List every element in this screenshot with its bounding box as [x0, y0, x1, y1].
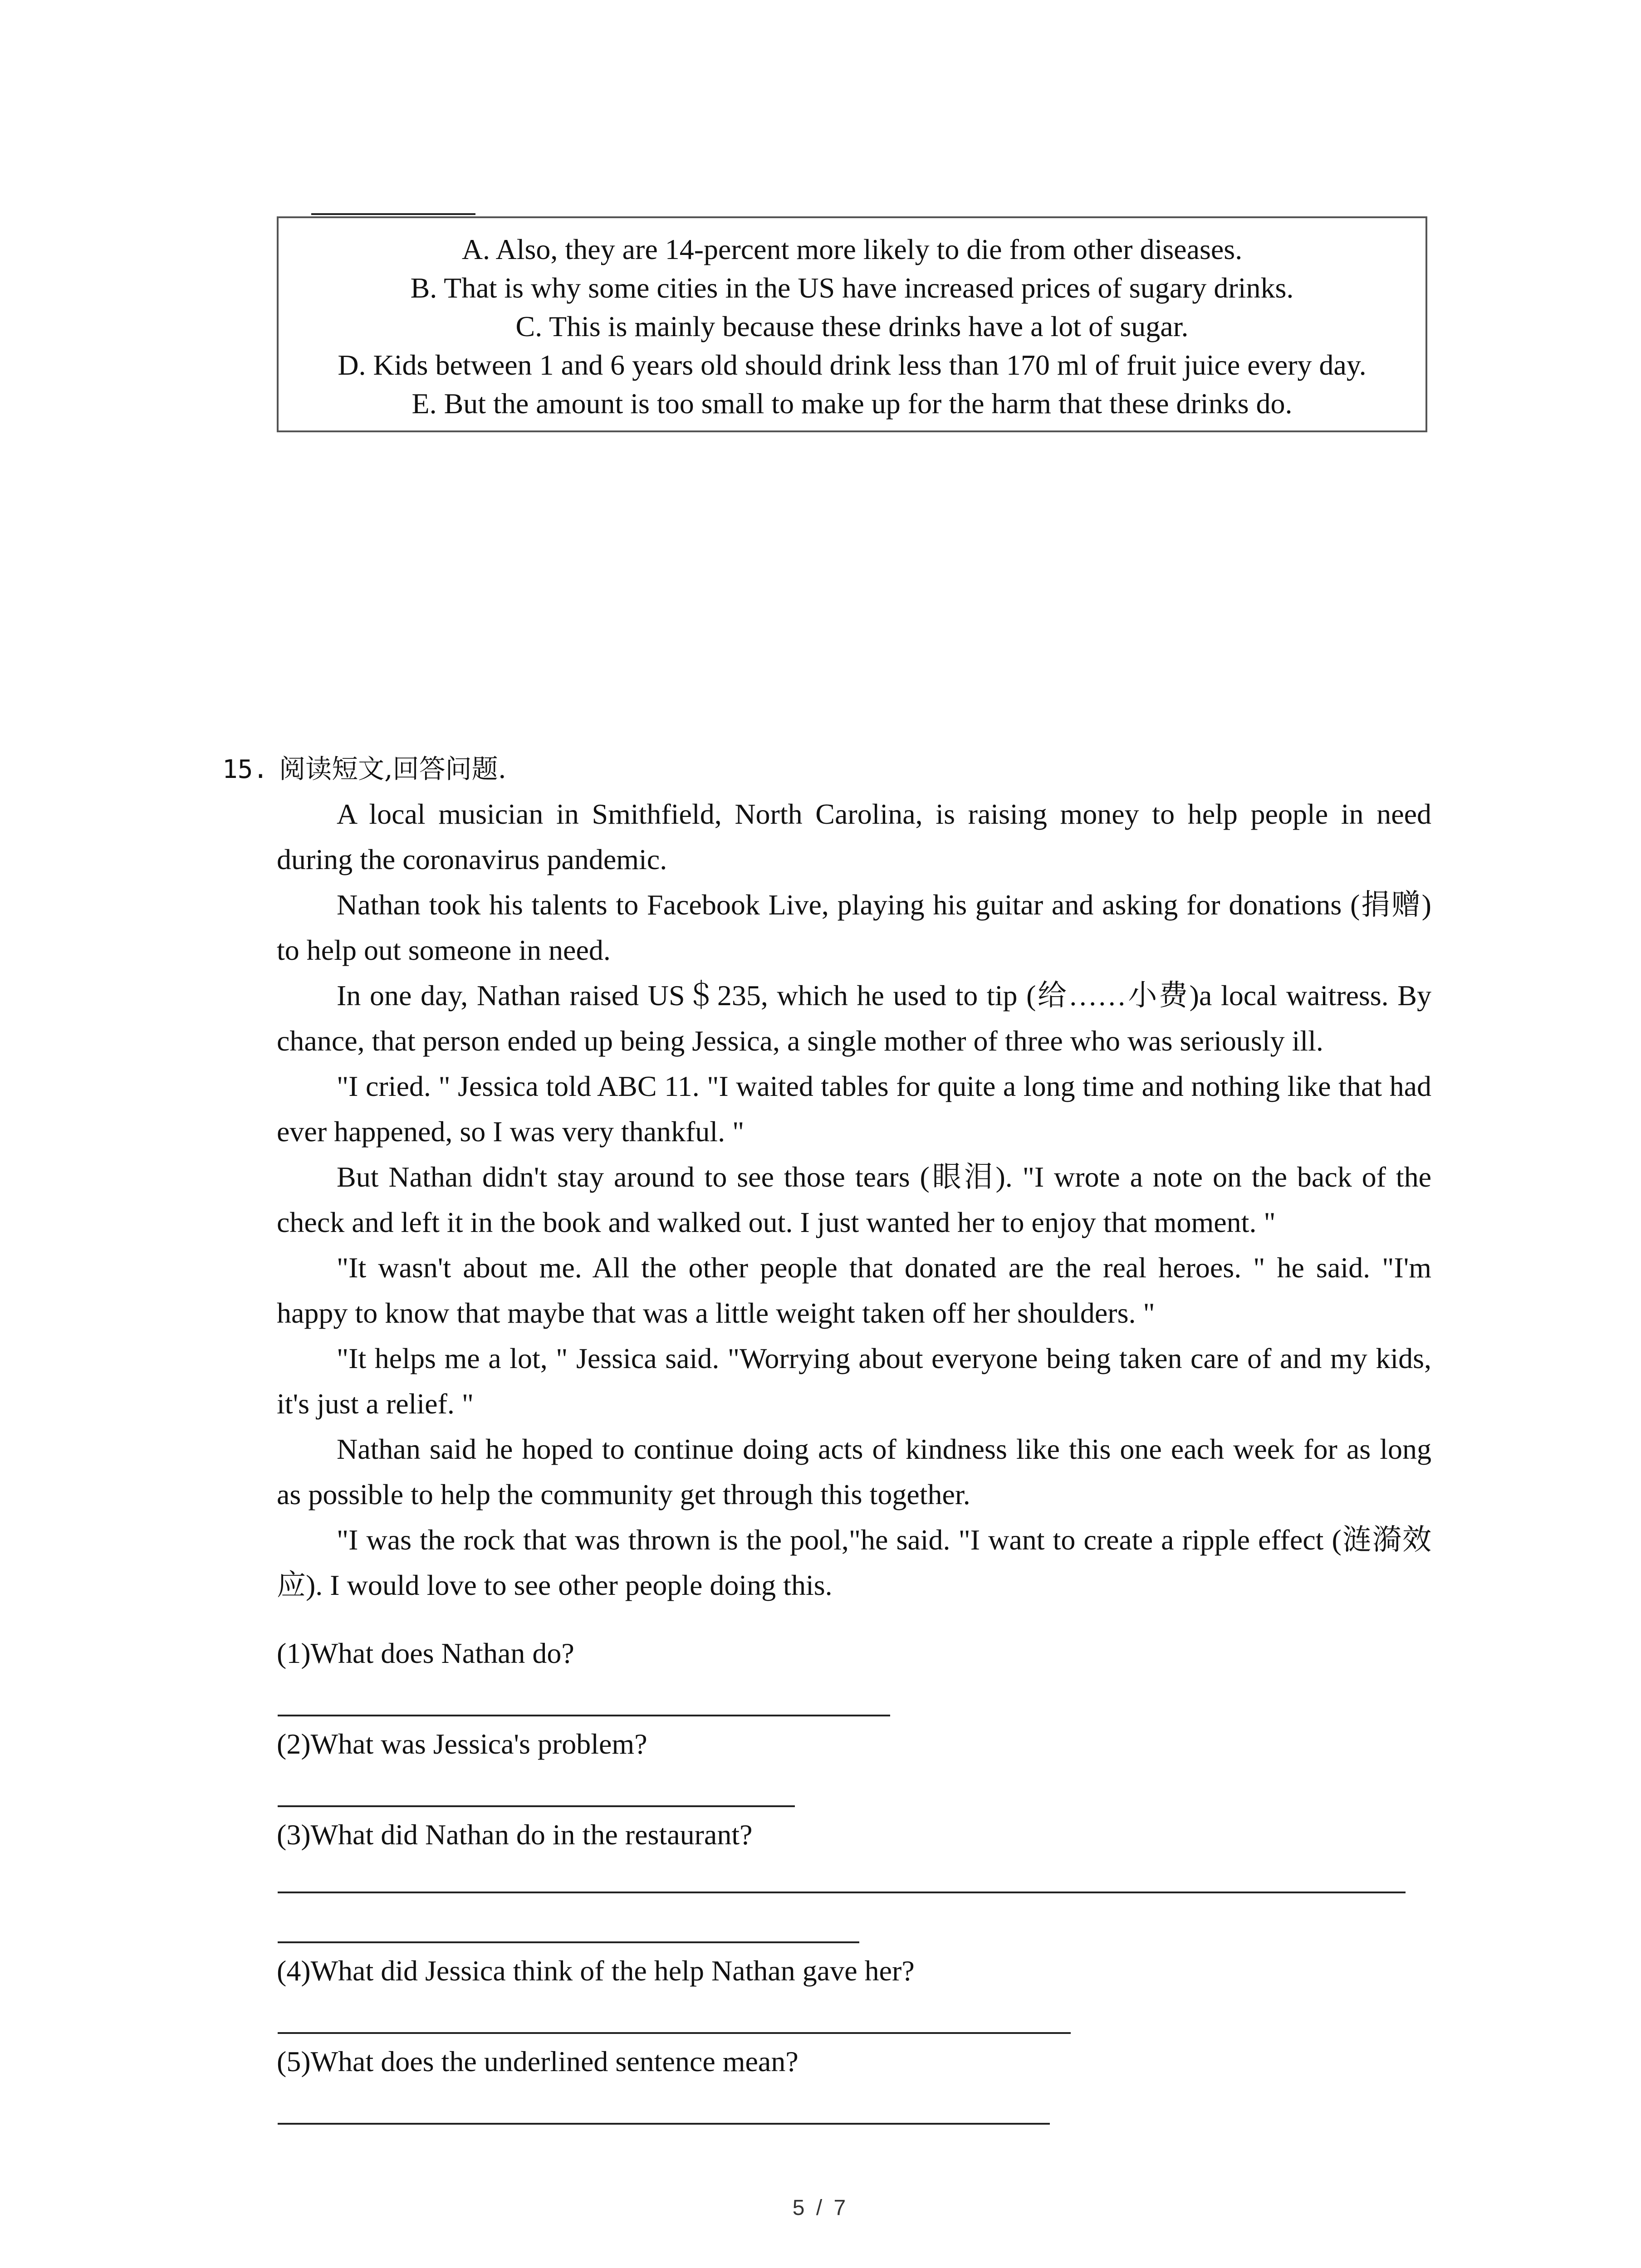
question-number: 15.: [222, 755, 269, 784]
passage-paragraph: A local musician in Smithfield, North Carolina, is raising money to help people in need during the coronavirus pandemic.: [277, 798, 1431, 875]
passage-paragraph: "I was the rock that was thrown is the pool,"he said. "I want to create a ripple effect (涟漪效应). I would love to see other people doing this.: [277, 1524, 1431, 1601]
option-a: A. Also, they are 14-percent more likely to die from other diseases.: [461, 233, 1243, 265]
question-heading: [222, 746, 506, 792]
answer-line-3a[interactable]: [278, 1892, 1406, 1893]
option-b: B. That is why some cities in the US have increased prices of sugary drinks.: [410, 272, 1294, 304]
answer-line-4[interactable]: [278, 2032, 1071, 2034]
answer-line-2[interactable]: [278, 1805, 795, 1807]
option-c: C. This is mainly because these drinks have a lot of sugar.: [515, 310, 1189, 342]
question-title: 阅读短文,回答问题.: [279, 753, 507, 784]
sub-question-1: (1)What does Nathan do?: [277, 1637, 574, 1669]
passage-paragraph: Nathan said he hoped to continue doing acts of kindness like this one each week for as long as possible to help the community get through this together.: [277, 1433, 1431, 1510]
passage-paragraph: "I cried. " Jessica told ABC 11. "I waited tables for quite a long time and nothing like that had ever happened, so I was very thankful. ": [277, 1070, 1431, 1148]
sub-question-5: (5)What does the underlined sentence mean?: [277, 2045, 798, 2077]
page-number: 5 / 7: [792, 2196, 849, 2220]
sub-question-3: (3)What did Nathan do in the restaurant?: [277, 1818, 753, 1851]
option-d: D. Kids between 1 and 6 years old should drink less than 170 ml of fruit juice every day.: [338, 349, 1367, 381]
reading-passage: [277, 792, 1431, 1608]
sub-question-4: (4)What did Jessica think of the help Nathan gave her?: [277, 1955, 915, 1987]
answer-blank-previous[interactable]: [311, 213, 475, 215]
options-box: [277, 216, 1427, 432]
passage-paragraph: In one day, Nathan raised US＄235, which he used to tip (给……小费)a local waitress. By chance, that person ended up being Jessica, a single mother of three who was seriously ill.: [277, 979, 1431, 1057]
answer-line-1[interactable]: [278, 1715, 890, 1716]
option-e: E. But the amount is too small to make up for the harm that these drinks do.: [411, 387, 1293, 420]
passage-paragraph: Nathan took his talents to Facebook Live, playing his guitar and asking for donations (捐赠) to help out someone in need.: [277, 889, 1431, 966]
answer-line-3b[interactable]: [278, 1941, 859, 1943]
answer-line-5[interactable]: [278, 2123, 1050, 2125]
sub-question-2: (2)What was Jessica's problem?: [277, 1728, 647, 1760]
passage-paragraph: "It wasn't about me. All the other people that donated are the real heroes. " he said. "I'm happy to know that maybe that was a little weight taken off her shoulders. ": [277, 1251, 1431, 1329]
passage-paragraph: But Nathan didn't stay around to see those tears (眼泪). "I wrote a note on the back of the check and left it in the book and walked out. I just wanted her to enjoy that moment. ": [277, 1161, 1431, 1238]
passage-paragraph: "It helps me a lot, " Jessica said. "Worrying about everyone being taken care of and my kids, it's just a relief. ": [277, 1342, 1431, 1420]
